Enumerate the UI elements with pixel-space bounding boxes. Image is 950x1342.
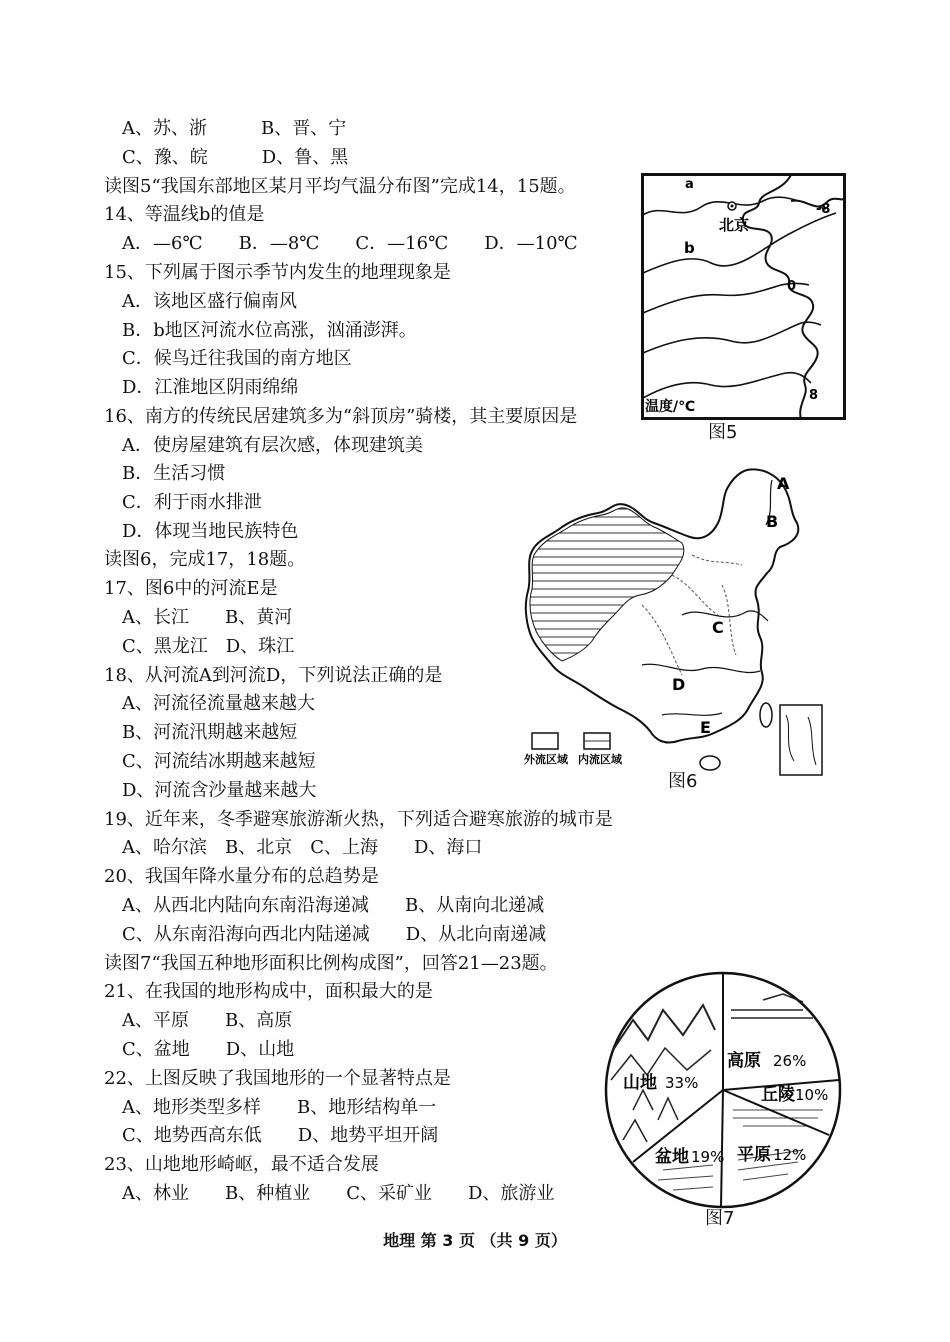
- q14-stem: 14、等温线b的值是: [104, 204, 265, 225]
- q13-options-ab: A、苏、浙 B、晋、宁: [122, 118, 347, 139]
- q16-option-a: A．使房屋建筑有层次感，体现建筑美: [122, 435, 423, 456]
- fig5-isotherm-0: 0: [787, 279, 797, 294]
- q16-option-c: C．利于雨水排泄: [122, 492, 262, 513]
- q15-option-b: B．b地区河流水位高涨，汹涌澎湃。: [122, 320, 417, 341]
- q16-option-d: D．体现当地民族特色: [122, 521, 299, 542]
- fig7-pct-plateau: 26%: [773, 1052, 807, 1070]
- fig6-legend-inner: 内流区域: [578, 753, 622, 766]
- q22-options-cd: C、地势西高东低 D、地势平坦开阔: [122, 1125, 439, 1146]
- q19-stem: 19、近年来，冬季避寒旅游渐火热，下列适合避寒旅游的城市是: [104, 809, 613, 830]
- q13-options-cd: C、豫、皖 D、鲁、黑: [122, 147, 349, 168]
- fig6-river-b: B: [766, 512, 779, 531]
- fig7-pct-plain: 12%: [773, 1146, 807, 1164]
- fig7-pct-hills: 10%: [795, 1086, 829, 1104]
- fig5-label-b: b: [684, 239, 695, 257]
- fig6-china-map: [522, 465, 832, 783]
- fig6-river-d: D: [672, 675, 686, 694]
- fig6-legend-outer-swatch: [532, 733, 558, 749]
- fig7-label-mountain: 山地: [623, 1073, 657, 1093]
- q18-option-d: D、河流含沙量越来越大: [122, 780, 317, 801]
- q20-stem: 20、我国年降水量分布的总趋势是: [104, 866, 379, 887]
- q20-options-cd: C、从东南沿海向西北内陆递减 D、从北向南递减: [122, 924, 547, 945]
- page-footer: 地理 第 3 页 （共 9 页）: [383, 1231, 567, 1250]
- q15-option-a: A．该地区盛行偏南风: [122, 291, 297, 312]
- fig7-caption: 图7: [705, 1208, 735, 1229]
- q20-options-ab: A、从西北内陆向东南沿海递减 B、从南向北递减: [122, 895, 545, 916]
- fig7-label-basin: 盆地: [655, 1147, 689, 1167]
- q22-stem: 22、上图反映了我国地形的一个显著特点是: [104, 1068, 451, 1089]
- q15-option-c: C．候鸟迁往我国的南方地区: [122, 348, 352, 369]
- fig6-river-c: C: [712, 618, 724, 637]
- fig5-isotherm-map: [641, 173, 846, 420]
- fig7-label-plateau: 高原: [727, 1051, 761, 1071]
- q16-option-b: B．生活习惯: [122, 463, 226, 484]
- fig6-legend-inner-swatch: [584, 733, 610, 749]
- q21-options-cd: C、盆地 D、山地: [122, 1039, 295, 1060]
- q16-stem: 16、南方的传统民居建筑多为“斜顶房”骑楼，其主要原因是: [104, 406, 578, 427]
- q15-option-d: D．江淮地区阴雨绵绵: [122, 377, 299, 398]
- fig6-legend-outer: 外流区域: [524, 753, 568, 766]
- fig5-isotherm-minus8: -8: [816, 202, 831, 217]
- q18-option-c: C、河流结冰期越来越短: [122, 751, 316, 772]
- fig7-pct-mountain: 33%: [665, 1074, 699, 1092]
- fig7-instruction: 读图7“我国五种地形面积比例构成图”，回答21—23题。: [104, 953, 558, 974]
- q23-stem: 23、山地地形崎岖，最不适合发展: [104, 1154, 379, 1175]
- fig5-isotherm-8: 8: [809, 388, 819, 403]
- q21-stem: 21、在我国的地形构成中，面积最大的是: [104, 981, 433, 1002]
- fig5-caption: 图5: [708, 422, 738, 443]
- fig6-river-e: E: [700, 718, 711, 737]
- fig7-pct-basin: 19%: [691, 1148, 725, 1166]
- q17-stem: 17、图6中的河流E是: [104, 578, 278, 599]
- q15-stem: 15、下列属于图示季节内发生的地理现象是: [104, 262, 451, 283]
- q14-options: A．—6℃ B．—8℃ C．—16℃ D．—10℃: [122, 233, 578, 254]
- q21-options-ab: A、平原 B、高原: [122, 1010, 293, 1031]
- fig6-caption: 图6: [668, 771, 698, 792]
- fig5-unit-label: 温度/℃: [645, 399, 696, 415]
- q22-options-ab: A、地形类型多样 B、地形结构单一: [122, 1097, 437, 1118]
- q17-options-cd: C、黑龙江 D、珠江: [122, 636, 295, 657]
- fig5-instruction: 读图5“我国东部地区某月平均气温分布图”完成14，15题。: [104, 176, 576, 197]
- fig7-label-hills: 丘陵: [761, 1085, 795, 1105]
- q17-options-ab: A、长江 B、黄河: [122, 607, 293, 628]
- fig5-label-a: a: [685, 177, 694, 192]
- fig7-landform-pie: [603, 970, 843, 1210]
- fig5-city-beijing: 北京: [719, 216, 750, 234]
- q18-option-a: A、河流径流量越来越大: [122, 693, 315, 714]
- q23-options: A、林业 B、种植业 C、采矿业 D、旅游业: [122, 1183, 555, 1204]
- fig6-instruction: 读图6，完成17，18题。: [104, 549, 306, 570]
- q18-option-b: B、河流汛期越来越短: [122, 722, 298, 743]
- q19-options: A、哈尔滨 B、北京 C、上海 D、海口: [122, 837, 483, 858]
- fig7-label-plain: 平原: [737, 1145, 771, 1165]
- q18-stem: 18、从河流A到河流D，下列说法正确的是: [104, 665, 443, 686]
- fig6-river-a: A: [777, 474, 790, 493]
